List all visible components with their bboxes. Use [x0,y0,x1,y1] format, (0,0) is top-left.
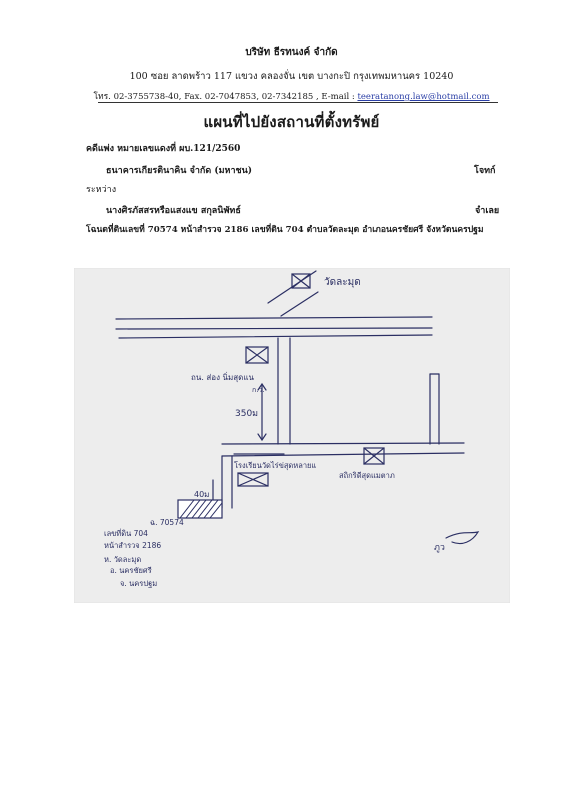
signature: ภูว [434,543,445,553]
note-line-1: ฉ. 70574 [150,518,184,527]
note-line-3: หน้าสำรวจ 2186 [104,541,162,550]
note-line-5: อ. นครชัยศรี [110,566,152,575]
note-line-6: จ. นครปฐม [120,579,158,588]
defendant-role: จำเลย [475,206,500,216]
road-label: ถน. ส่อง นิ่มสุดแน [191,373,254,382]
between-label: ระหว่าง [86,185,117,195]
header-divider [98,102,498,103]
road-sub-label: ก.ว. [252,386,265,394]
company-address: 100 ซอย ลาดพร้าว 117 แขวง คลองจั่น เขต บางกะปิ กรุงเทพมหานคร 10240 [129,71,454,82]
plaintiff-name: ธนาคารเกียรตินาคิน จำกัด (มหาชน) [106,166,253,176]
defendant-name: นางศิรภัสสรหรือแสงแข สกุลนิพัทธ์ [106,206,241,216]
small-distance-label: 40ม [194,490,210,499]
temple-label: วัดละมุด [324,277,361,288]
page-title: แผนที่ไปยังสถานที่ตั้งทรัพย์ [203,113,380,131]
note-line-2: เลขที่ดิน 704 [104,529,148,538]
vertical-distance-label: 350ม [235,409,259,419]
company-contact [0,89,583,103]
contact-phone-fax: โทร. 02-3755738-40, Fax. 02-7047853, 02-7342185 , E-mail : [93,92,358,102]
note-line-4: ห. วัดละมุด [104,555,142,564]
company-name: บริษัท ธีรทนงค์ จำกัด [245,47,338,58]
school-label: โรงเรียนวัดไร่ข่สุดหลายแ [234,461,317,470]
email-link[interactable]: teeratanong.law@hotmail.com [357,92,490,102]
property-plot [178,500,222,518]
case-number: คดีแพ่ง หมายเลขแดงที่ ผบ.121/2560 [86,144,241,154]
school-label-2: สถิกริดีสุดแมตาภ [339,471,395,480]
plaintiff-role: โจทก์ [474,166,496,176]
property-description: โฉนดที่ดินเลขที่ 70574 หน้าสำรวจ 2186 เลขที่ดิน 704 ตำบลวัดละมุด อำเภอนครชัยศรี จังหวัดนครปฐม [86,225,484,235]
hand-drawn-map [74,268,510,603]
